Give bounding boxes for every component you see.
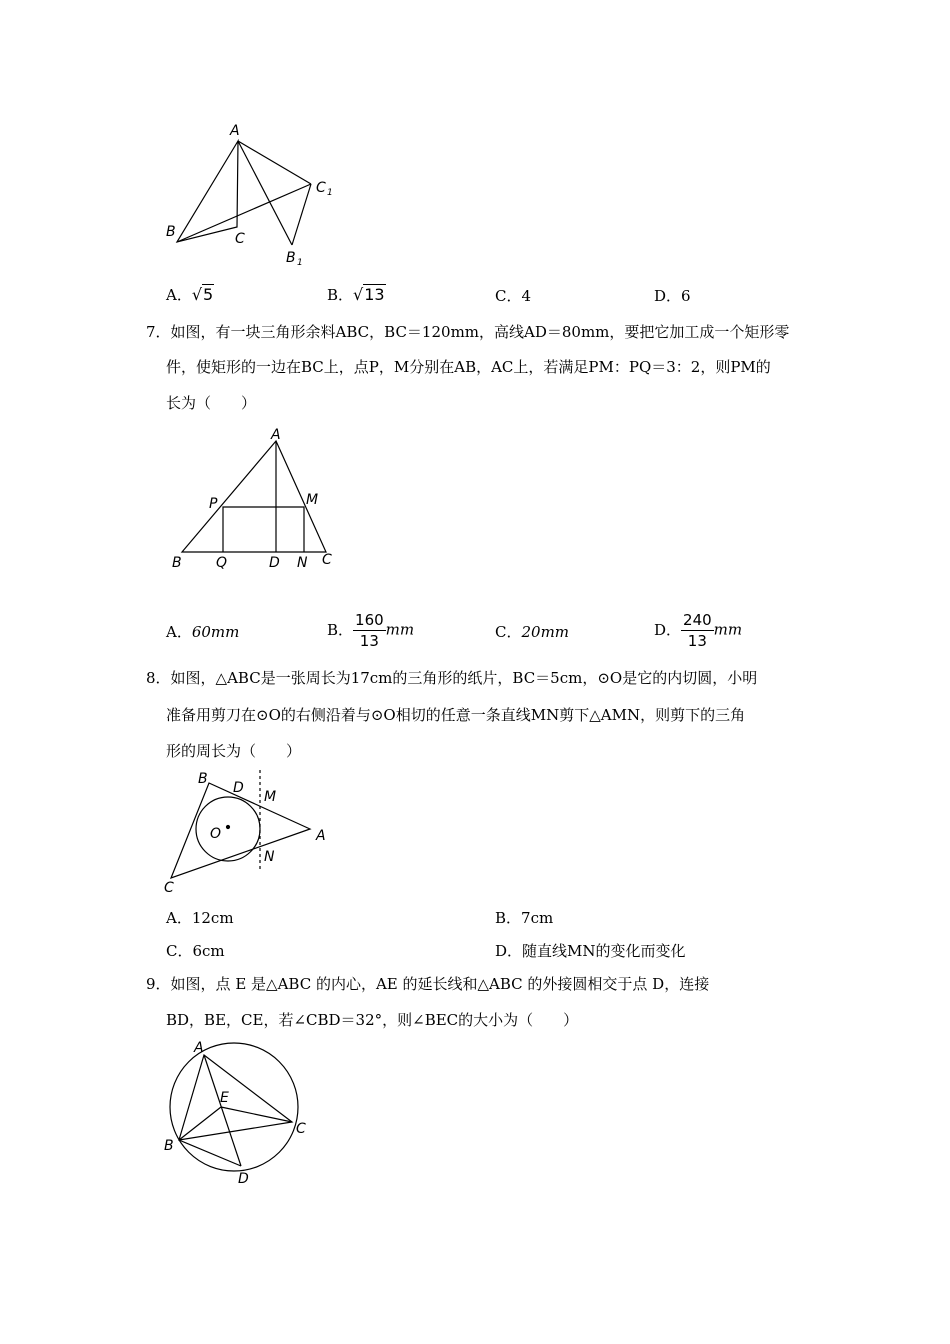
q7-option-a-letter: A．	[166, 623, 192, 641]
q6-label-c: C	[235, 231, 245, 247]
q7-option-d-denominator: 13	[687, 632, 707, 650]
q8-label-a: A	[316, 828, 326, 844]
q7-option-a[interactable]	[166, 622, 239, 642]
q9-segment-be	[179, 1107, 221, 1140]
q8-label-b: B	[198, 771, 208, 787]
q8-option-a[interactable]	[166, 908, 234, 928]
q8-option-b-letter: B．	[495, 909, 522, 927]
q8-label-c: C	[164, 880, 174, 895]
q7-figure	[165, 425, 345, 575]
q7-option-b-denominator: 13	[359, 632, 379, 650]
q6-label-b: B	[166, 224, 176, 240]
q7-number: 7．	[146, 323, 171, 341]
q9-label-e: E	[220, 1090, 229, 1106]
q9-number: 9．	[146, 975, 171, 993]
q6-option-b-radicand: 13	[364, 285, 385, 304]
q8-label-d: D	[233, 780, 244, 796]
q7-option-d-unit: mm	[713, 620, 743, 639]
q8-label-m: M	[264, 789, 277, 805]
q6-option-d-letter: D．	[654, 287, 682, 305]
q9-label-c: C	[296, 1121, 306, 1137]
q7-option-b-fraction	[353, 610, 386, 651]
q7-option-d-fraction	[681, 610, 714, 651]
q7-option-c[interactable]	[495, 622, 569, 642]
q7-line-1	[146, 322, 789, 342]
q6-option-d[interactable]	[654, 286, 691, 306]
q8-option-d-letter: D．	[495, 942, 523, 960]
q9-line-2: BD，BE，CE，若∠CBD＝32°，则∠BEC的大小为（ ）	[166, 1011, 579, 1029]
q6-option-a[interactable]	[166, 285, 214, 305]
q7-rectangle-pmnq	[223, 507, 304, 552]
q7-option-c-letter: C．	[495, 623, 522, 641]
q9-line-1	[146, 974, 709, 994]
q7-label-m: M	[306, 492, 319, 508]
q9-label-b: B	[164, 1138, 174, 1154]
q6-label-c1-sub: 1	[327, 188, 333, 198]
q9-text-1: 如图，点 E 是△ABC 的内心，AE 的延长线和△ABC 的外接圆相交于点 D，连接	[170, 975, 710, 993]
q7-option-b-numerator: 160	[355, 611, 384, 629]
q8-text-1: 如图，△ABC是一张周长为17cm的三角形的纸片，BC＝5cm，⊙O是它的内切圆，小明	[170, 669, 758, 687]
q8-option-b-text: 7cm	[521, 909, 554, 927]
q8-center-o	[227, 826, 230, 829]
q7-option-b[interactable]	[327, 610, 414, 651]
q8-option-a-text: 12cm	[191, 909, 234, 927]
q6-segment-b1c1	[292, 184, 311, 245]
q6-label-b1-sub: 1	[297, 258, 303, 268]
q6-option-a-letter: A．	[166, 286, 192, 304]
q7-text-1: 如图，有一块三角形余料ABC，BC＝120mm，高线AD＝80mm，要把它加工成一个矩形零	[170, 323, 790, 341]
q8-line-3: 形的周长为（ ）	[166, 742, 302, 760]
q7-label-b: B	[172, 555, 182, 571]
q7-label-p: P	[209, 496, 218, 512]
q8-option-c-letter: C．	[166, 942, 193, 960]
q6-triangle-abc	[177, 141, 238, 242]
q6-option-c[interactable]	[495, 286, 531, 306]
q8-option-c[interactable]	[166, 941, 225, 961]
q8-option-d[interactable]	[495, 941, 686, 961]
q7-option-b-unit: mm	[385, 620, 415, 639]
sqrt-icon: √	[353, 285, 364, 304]
q7-option-c-text: 20mm	[521, 623, 570, 641]
q7-option-a-text: 60mm	[191, 623, 240, 641]
q9-label-d: D	[238, 1171, 249, 1187]
q6-label-a: A	[230, 123, 240, 139]
sqrt-icon: √	[191, 285, 203, 304]
q6-option-a-radicand: 5	[203, 285, 214, 304]
q7-option-b-letter: B．	[327, 620, 354, 639]
q8-line-1	[146, 668, 757, 688]
q6-label-c1: C	[316, 180, 326, 196]
q7-option-d-letter: D．	[654, 620, 682, 639]
q7-option-d[interactable]	[654, 610, 742, 651]
q8-label-n: N	[264, 849, 275, 865]
q6-label-b1: B	[286, 250, 296, 266]
q9-segment-bd	[179, 1140, 241, 1166]
q7-line-2: 件，使矩形的一边在BC上，点P，M分别在AB，AC上，若满足PM：PQ＝3：2，则PM的	[166, 358, 771, 376]
q7-option-d-numerator: 240	[683, 611, 712, 629]
q8-label-o: O	[210, 826, 222, 842]
q7-line-3: 长为（ ）	[166, 394, 257, 412]
q8-line-2: 准备用剪刀在⊙O的右侧沿着与⊙O相切的任意一条直线MN剪下△AMN，则剪下的三角	[166, 706, 746, 724]
q8-number: 8．	[146, 669, 171, 687]
q8-triangle-abc	[171, 783, 310, 878]
q8-option-c-text: 6cm	[192, 942, 225, 960]
q6-option-c-text: 4	[521, 287, 532, 305]
q7-label-d: D	[269, 555, 280, 571]
q8-option-b[interactable]	[495, 908, 553, 928]
q8-option-a-letter: A．	[166, 909, 192, 927]
q6-option-b-letter: B．	[327, 286, 354, 304]
q7-label-a: A	[271, 427, 281, 443]
q6-option-d-text: 6	[681, 287, 691, 305]
q9-label-a: A	[194, 1040, 204, 1056]
q7-label-c: C	[322, 552, 332, 568]
q7-label-q: Q	[216, 555, 228, 571]
q6-figure	[160, 118, 350, 273]
q6-option-b[interactable]	[327, 285, 386, 305]
q6-option-c-letter: C．	[495, 287, 522, 305]
q7-label-n: N	[297, 555, 308, 571]
q8-figure	[160, 765, 335, 895]
q8-option-d-text: 随直线MN的变化而变化	[522, 942, 686, 960]
q9-figure	[160, 1035, 320, 1190]
